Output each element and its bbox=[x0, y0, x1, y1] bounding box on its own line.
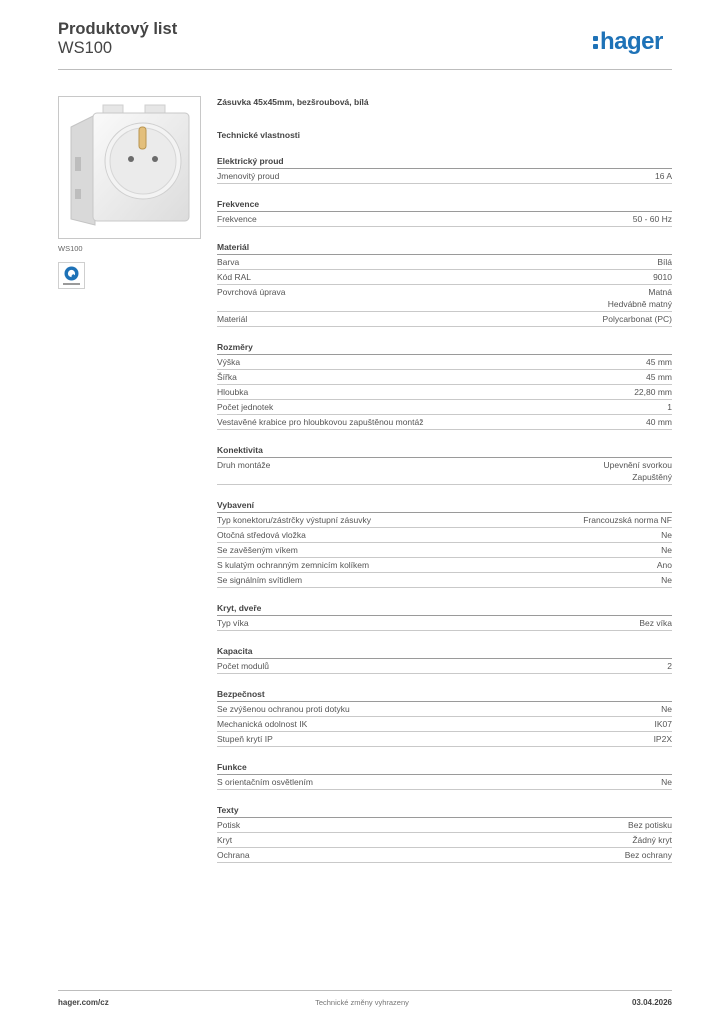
spec-label: Vestavěné krabice pro hloubkovou zapuštěnou montáž bbox=[217, 417, 424, 427]
spec-label: Se signálním svítidlem bbox=[217, 575, 303, 585]
spec-section bbox=[217, 198, 672, 227]
spec-label: Výška bbox=[217, 357, 241, 367]
spec-label: Otočná středová vložka bbox=[217, 530, 306, 540]
spec-row bbox=[217, 415, 672, 430]
spec-label: Počet jednotek bbox=[217, 402, 274, 412]
section-title: Konektivita bbox=[217, 444, 672, 458]
spec-label: Ochrana bbox=[217, 850, 250, 860]
spec-label: Hloubka bbox=[217, 387, 249, 397]
spec-value: Žádný kryt bbox=[632, 835, 672, 845]
spec-label: Se zavěšeným víkem bbox=[217, 545, 298, 555]
logo-text: hager bbox=[600, 28, 663, 55]
product-image bbox=[58, 96, 201, 239]
spec-row bbox=[217, 212, 672, 227]
spec-row bbox=[217, 385, 672, 400]
footer-divider bbox=[58, 990, 672, 991]
spec-value: 9010 bbox=[653, 272, 672, 282]
spec-label: Druh montáže bbox=[217, 460, 271, 470]
spec-value: Bez potisku bbox=[628, 820, 672, 830]
spec-label: S kulatým ochranným zemnicím kolíkem bbox=[217, 560, 370, 570]
spec-row bbox=[217, 659, 672, 674]
page-title: Produktový list bbox=[58, 20, 178, 38]
spec-section bbox=[217, 761, 672, 790]
spec-row bbox=[217, 312, 672, 327]
spec-row bbox=[217, 848, 672, 863]
socket-outlet-icon bbox=[59, 97, 200, 238]
hager-logo bbox=[593, 27, 663, 57]
spec-section bbox=[217, 341, 672, 430]
section-title: Elektrický proud bbox=[217, 155, 672, 169]
spec-value: Francouzská norma NF bbox=[583, 515, 672, 525]
spec-label: Mechanická odolnost IK bbox=[217, 719, 308, 729]
spec-row bbox=[217, 732, 672, 747]
spec-row bbox=[217, 285, 672, 312]
image-caption: WS100 bbox=[58, 244, 83, 253]
section-title: Kapacita bbox=[217, 645, 672, 659]
spec-value: 45 mm bbox=[646, 357, 672, 367]
spec-value: Ne bbox=[661, 545, 672, 555]
spec-label: Se zvýšenou ochranou proti dotyku bbox=[217, 704, 350, 714]
spec-value: Bílá bbox=[657, 257, 672, 267]
spec-label: Barva bbox=[217, 257, 240, 267]
section-title: Funkce bbox=[217, 761, 672, 775]
spec-row bbox=[217, 558, 672, 573]
spec-value: IP2X bbox=[653, 734, 672, 744]
spec-value: 1 bbox=[667, 402, 672, 412]
spec-row bbox=[217, 528, 672, 543]
spec-label: S orientačním osvětlením bbox=[217, 777, 313, 787]
spec-value: Ne bbox=[661, 575, 672, 585]
spec-value: 22,80 mm bbox=[634, 387, 672, 397]
section-title: Kryt, dveře bbox=[217, 602, 672, 616]
spec-value: Ano bbox=[656, 560, 672, 570]
spec-row bbox=[217, 400, 672, 415]
spec-row bbox=[217, 255, 672, 270]
spec-value: Ne bbox=[661, 530, 672, 540]
spec-row bbox=[217, 458, 672, 485]
section-title: Materiál bbox=[217, 241, 672, 255]
spec-section bbox=[217, 241, 672, 327]
section-title: Rozměry bbox=[217, 341, 672, 355]
logo-dots-icon bbox=[593, 34, 599, 50]
tech-properties-title: Technické vlastnosti bbox=[217, 130, 300, 140]
spec-value: 50 - 60 Hz bbox=[632, 214, 672, 224]
footer-website[interactable]: hager.com/cz bbox=[58, 998, 109, 1007]
spec-value: Ne bbox=[661, 704, 672, 714]
spec-row bbox=[217, 775, 672, 790]
spec-value: Bez víka bbox=[639, 618, 672, 628]
section-title: Bezpečnost bbox=[217, 688, 672, 702]
product-description: Zásuvka 45x45mm, bezšroubová, bílá bbox=[217, 97, 369, 107]
spec-value: Matná Hedvábně matný bbox=[607, 287, 672, 309]
spec-section bbox=[217, 688, 672, 747]
spec-label: Šířka bbox=[217, 372, 237, 382]
footer-notice: Technické změny vyhrazeny bbox=[315, 998, 409, 1007]
spec-row bbox=[217, 270, 672, 285]
spec-row bbox=[217, 702, 672, 717]
section-title: Frekvence bbox=[217, 198, 672, 212]
section-title: Vybavení bbox=[217, 499, 672, 513]
spec-section bbox=[217, 155, 672, 184]
spec-label: Kód RAL bbox=[217, 272, 252, 282]
section-title: Texty bbox=[217, 804, 672, 818]
spec-row bbox=[217, 717, 672, 732]
spec-row bbox=[217, 616, 672, 631]
spec-sections bbox=[217, 155, 672, 863]
spec-section bbox=[217, 804, 672, 863]
spec-value: 40 mm bbox=[646, 417, 672, 427]
spec-value: Ne bbox=[661, 777, 672, 787]
spec-row bbox=[217, 513, 672, 528]
spec-section bbox=[217, 444, 672, 485]
spec-label: Materiál bbox=[217, 314, 248, 324]
spec-section bbox=[217, 602, 672, 631]
spec-label: Typ víka bbox=[217, 618, 249, 628]
spec-row bbox=[217, 169, 672, 184]
spec-value: 45 mm bbox=[646, 372, 672, 382]
spec-label: Počet modulů bbox=[217, 661, 269, 671]
quality-mark-icon bbox=[58, 262, 85, 289]
spec-row bbox=[217, 355, 672, 370]
spec-row bbox=[217, 818, 672, 833]
spec-label: Povrchová úprava bbox=[217, 287, 286, 297]
spec-value: 2 bbox=[667, 661, 672, 671]
spec-value: IK07 bbox=[654, 719, 672, 729]
spec-label: Typ konektoru/zástrčky výstupní zásuvky bbox=[217, 515, 372, 525]
spec-row bbox=[217, 573, 672, 588]
header-divider bbox=[58, 69, 672, 70]
spec-section bbox=[217, 645, 672, 674]
spec-value: Polycarbonat (PC) bbox=[602, 314, 672, 324]
spec-value: Upevnění svorkou Zapuštěný bbox=[603, 460, 672, 482]
spec-label: Stupeň krytí IP bbox=[217, 734, 273, 744]
spec-section bbox=[217, 499, 672, 588]
spec-content bbox=[217, 96, 672, 863]
spec-label: Frekvence bbox=[217, 214, 257, 224]
footer-date: 03.04.2026 bbox=[631, 998, 672, 1007]
product-code: WS100 bbox=[58, 39, 113, 57]
spec-row bbox=[217, 833, 672, 848]
spec-row bbox=[217, 370, 672, 385]
spec-label: Potisk bbox=[217, 820, 241, 830]
spec-value: 16 A bbox=[654, 171, 672, 181]
spec-label: Kryt bbox=[217, 835, 233, 845]
spec-value: Bez ochrany bbox=[624, 850, 672, 860]
spec-row bbox=[217, 543, 672, 558]
spec-label: Jmenovitý proud bbox=[217, 171, 280, 181]
